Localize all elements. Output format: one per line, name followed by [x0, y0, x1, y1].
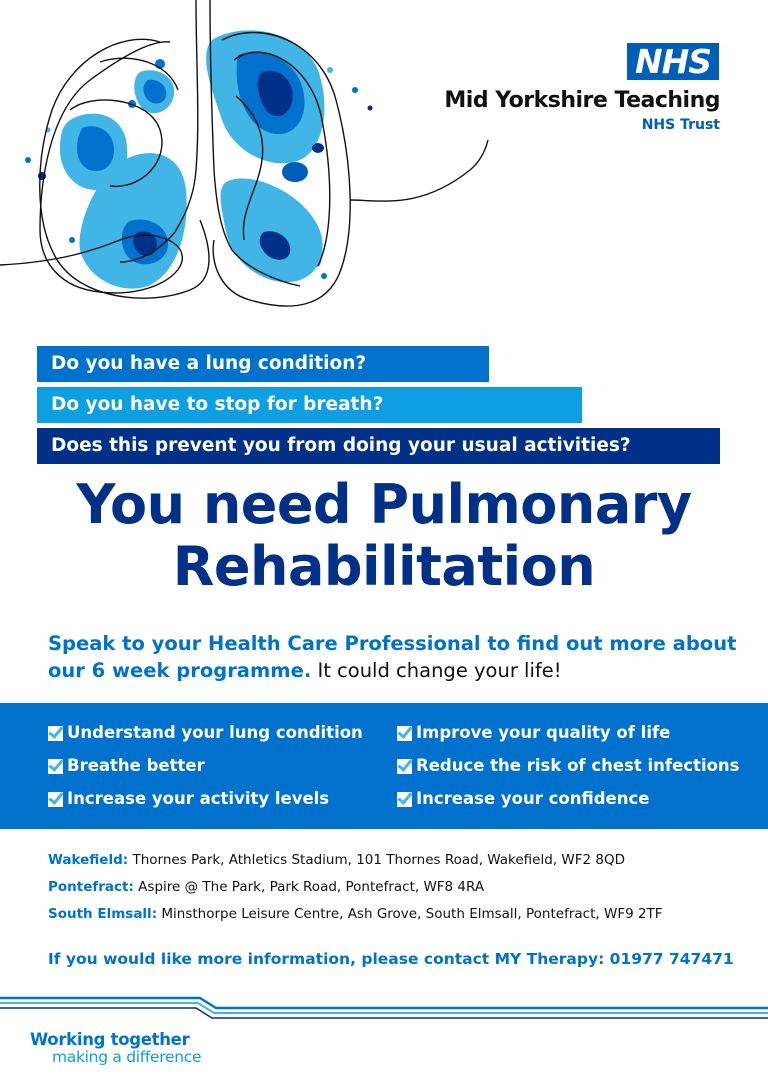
checkbox-icon: [397, 726, 412, 741]
checkbox-icon: [397, 792, 412, 807]
trust-name: Mid Yorkshire Teaching: [444, 88, 720, 113]
tagline-making-a-difference: making a difference: [52, 1048, 202, 1066]
question-bar-1: Do you have a lung condition?: [37, 346, 489, 382]
checkbox-icon: [48, 726, 63, 741]
lungs-icon: [0, 0, 500, 320]
contact-info: If you would like more information, please contact MY Therapy: 01977 747471: [48, 950, 734, 968]
benefit-item: Increase your activity levels: [48, 788, 329, 810]
intro-highlight: Speak to your Health Care Professional to find out more about our 6 week programme.: [48, 632, 737, 682]
benefit-item: Improve your quality of life: [397, 722, 670, 744]
headline-line-2: Rehabilitation: [172, 535, 596, 598]
intro-rest: It could change your life!: [311, 659, 562, 682]
benefit-item: Reduce the risk of chest infections: [397, 755, 740, 777]
question-bar-3: Does this prevent you from doing your usual activities?: [37, 428, 720, 464]
location-south-elmsall: South Elmsall: Minsthorpe Leisure Centre, Ash Grove, South Elmsall, Pontefract, WF9 2TF: [48, 906, 663, 922]
checkbox-icon: [397, 759, 412, 774]
nhs-logo: NHS: [627, 43, 719, 80]
tagline-working-together: Working together: [30, 1030, 190, 1049]
benefits-panel: [0, 703, 768, 829]
location-wakefield: Wakefield: Thornes Park, Athletics Stadium, 101 Thornes Road, Wakefield, WF2 8QD: [48, 852, 625, 868]
benefit-item: Breathe better: [48, 755, 205, 777]
footer-wave-lines: [0, 992, 768, 1022]
checkbox-icon: [48, 759, 63, 774]
question-bar-2: Do you have to stop for breath?: [37, 387, 582, 423]
intro-text: [48, 630, 738, 684]
trust-subtitle: NHS Trust: [641, 117, 720, 133]
headline: [0, 474, 768, 598]
headline-line-1: You need Pulmonary: [76, 473, 692, 536]
location-pontefract: Pontefract: Aspire @ The Park, Park Road, Pontefract, WF8 4RA: [48, 879, 485, 895]
benefit-item: Increase your confidence: [397, 788, 649, 810]
checkbox-icon: [48, 792, 63, 807]
benefit-item: Understand your lung condition: [48, 722, 363, 744]
